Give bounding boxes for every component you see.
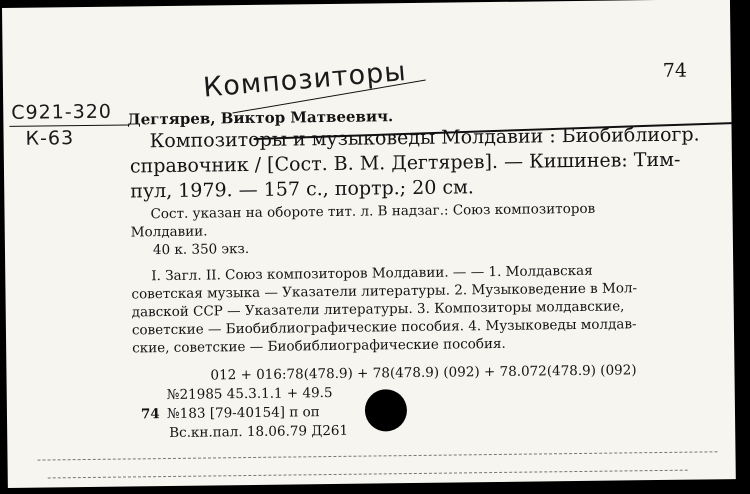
registration-line-3: Вс.кн.пал. 18.06.79 Д261 bbox=[169, 422, 349, 441]
registration-prefix: 74 bbox=[140, 406, 160, 423]
subject-line-1: I. Загл. II. Союз композиторов Молдавии. — — 1. Молдавская bbox=[151, 262, 593, 285]
title-line-3: пул, 1979. — 157 с., портр.; 20 см. bbox=[130, 176, 474, 203]
note-line-2: Молдавии. bbox=[130, 223, 208, 241]
handwritten-heading: Композиторы bbox=[201, 56, 408, 104]
registration-line-1: №21985 45.3.1.1 + 49.5 bbox=[166, 384, 333, 404]
shelf-code-2: К-63 bbox=[25, 127, 75, 150]
title-line-1: Композиторы и музыковеды Молдавии : Биобиблиогр. bbox=[149, 123, 700, 153]
subject-line-3: давской ССР — Указатели литературы. 3. Композиторы молдавские, bbox=[131, 298, 625, 321]
card-bottom-rule-2 bbox=[48, 470, 688, 479]
page-number: 74 bbox=[662, 59, 688, 82]
classification-line: 012 + 016:78(478.9) + 78(478.9) (092) + 78.072(478.9) (092) bbox=[210, 362, 637, 384]
subject-line-2: советская музыка — Указатели литературы. 2. Музыковедение в Мол- bbox=[131, 280, 638, 303]
registration-line-2: №183 [79-40154] п оп bbox=[166, 404, 320, 423]
note-line-1: Сост. указан на обороте тит. л. В надзаг.: Союз композиторов bbox=[150, 200, 596, 223]
subject-line-5: ские, советские — Биобиблиографические пособия. bbox=[132, 335, 506, 357]
shelf-code-1: С921-320 bbox=[11, 100, 113, 124]
price-line: 40 к. 350 экз. bbox=[152, 240, 250, 259]
card-bottom-rule bbox=[38, 451, 718, 460]
subject-line-4: советские — Биобиблиографические пособия. 4. Музыковеды молдав- bbox=[131, 316, 637, 339]
ink-blot bbox=[365, 389, 408, 432]
author-heading: Дегтярев, Виктор Матвеевич. bbox=[127, 107, 394, 129]
title-line-2: справочник / [Сост. В. М. Дегтярев]. — Кишинев: Тим- bbox=[129, 148, 681, 178]
catalog-card bbox=[2, 0, 736, 488]
